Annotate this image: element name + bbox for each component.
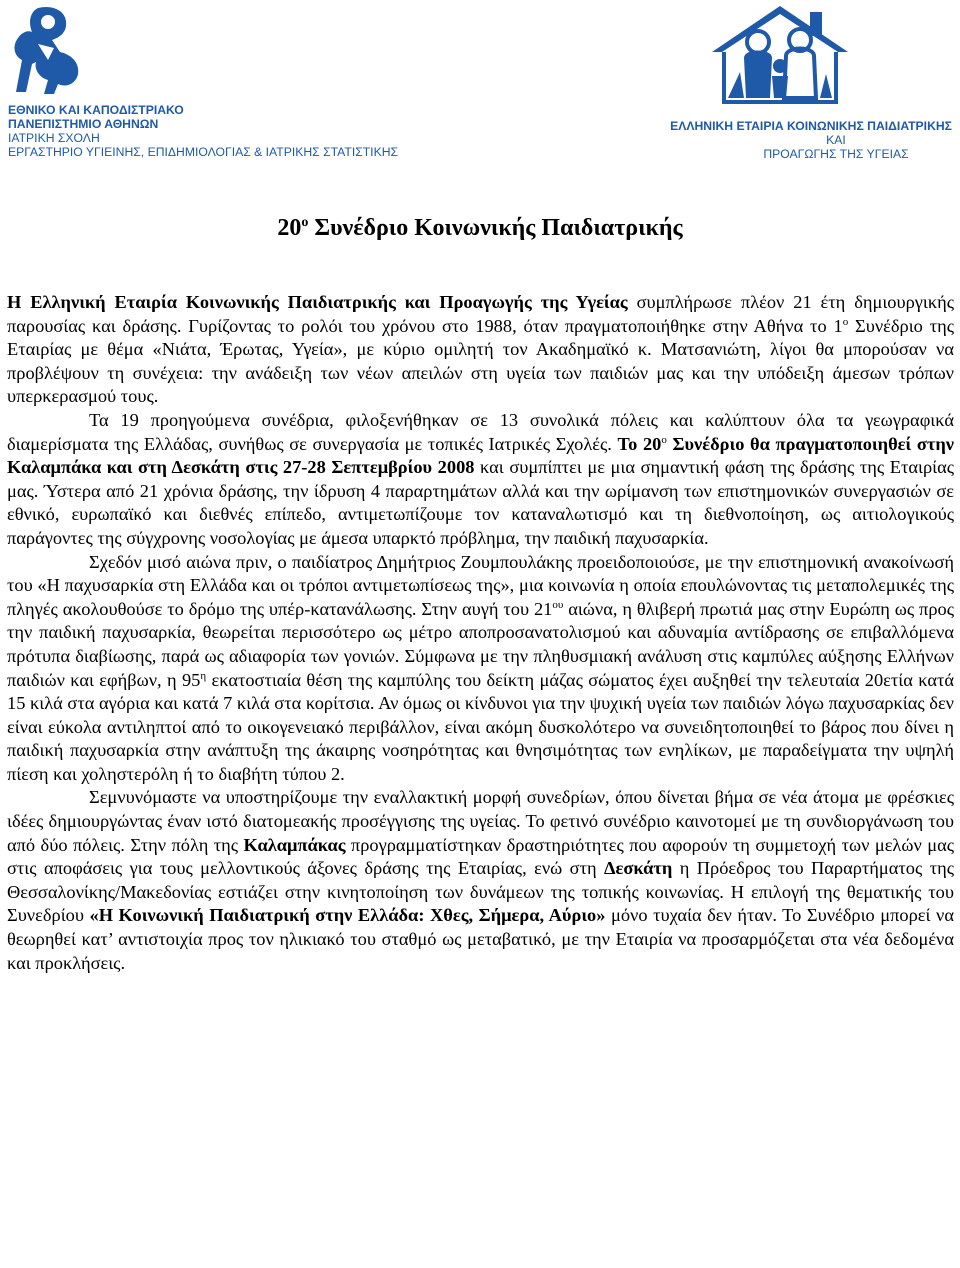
p2-text-1: Τα 19 προηγούμενα συνέδρια, φιλοξενήθηκαν σε 13 συνολικά πόλεις και καλύπτουν όλα τα γεωγραφικά διαμερίσματα της Ελλάδας, συνήθως σε συνεργασία με τοπικές Ιατρικές Σχολές.: [7, 409, 954, 454]
p1-text-1: συμπλήρωσε πλέον 21 έτη δημιουργικής παρουσίας και δράσης. Γυρίζοντας το ρολόι του χρόνου στο 1988, όταν πραγματοποιήθηκε στην Αθήνα το 1: [7, 292, 955, 336]
society-line-1: ΕΛΛΗΝΙΚΗ ΕΤΑΙΡΙΑ ΚΟΙΝΩΝΙΚΗΣ ΠΑΙΔΙΑΤΡΙΚΗΣ: [670, 119, 952, 133]
p4-text-3: η Πρόεδρος του Παραρτήματος της Θεσσαλονίκης/Μακεδονίας εστιάζει στην κινητοποίηση των δυνάμεων της τοπικής κοινωνίας. Η επιλογή της θεματικής του Συνεδρίου: [7, 858, 955, 926]
page-title: [0, 208, 960, 243]
p3-text-3: εκατοστιαία θέση της καμπύλης του δείκτη μάζας σώματος έχει αυξηθεί την τελευταία 20ετία κατά 15 κιλά στα αγόρια και κατά 7 κιλά στα κορίτσια. Αν όμως οι κίνδυνοι για την ψυχική υγεία των παιδιών λόγω παχυσαρκίας δεν είναι εύκολα αντιληπτοί από το οικογενειακό περιβάλλον, είναι ακόμη δυσκολότερο να συνειδητοποιηθεί το βάρος που δίνει η παιδική παχυσαρκία στην ανάπτυξη της άκαιρης νοσηρότητας και θνησιμότητας των ενηλίκων, με παραδείγματα την υψηλή πίεση και χοληστερόλη ή το διαβήτη τύπου 2.: [7, 669, 954, 784]
paragraph-3: [7, 551, 954, 787]
university-header: [8, 103, 478, 159]
society-header: [600, 119, 952, 161]
p3-sup-2: η: [200, 669, 207, 682]
p4-bold-3: «Η Κοινωνική Παιδιατρική στην Ελλάδα: Χθες, Σήμερα, Αύριο»: [89, 905, 606, 926]
university-line-1: ΕΘΝΙΚΟ ΚΑΙ ΚΑΠΟΔΙΣΤΡΙΑΚΟ: [8, 103, 184, 117]
university-logo: [8, 4, 88, 96]
p2-bold-2: Συνέδριο θα πραγματοποιηθεί στην Καλαμπάκα και στη Δεσκάτη στις 27-28 Σεπτεμβρίου 2008: [7, 433, 955, 478]
p4-bold-2: Δεσκάτη: [604, 858, 673, 879]
p1-bold: Η Ελληνική Εταιρία Κοινωνικής Παιδιατρικής και Προαγωγής της Υγείας: [7, 292, 628, 312]
paragraph-4: [7, 786, 954, 975]
society-line-2: ΚΑΙ: [826, 133, 846, 147]
paragraph-2: [7, 409, 954, 551]
university-line-3: ΙΑΤΡΙΚΗ ΣΧΟΛΗ: [8, 131, 100, 145]
paragraph-1: [7, 291, 954, 409]
p4-text-1: Σεμνυνόμαστε να υποστηρίζουμε την εναλλακτική μορφή συνεδρίων, όπου δίνεται βήμα σε νέα άτομα με φρέσκιες ιδέες δημιουργώντας έναν ιστό διατομεακής προσέγγισης της υγείας. Το φετινό συνέδριο καινοτομεί με τη συνδιοργάνωση του από δύο πόλεις. Στην πόλη της: [7, 787, 954, 855]
university-line-4: ΕΡΓΑΣΤΗΡΙΟ ΥΓΙΕΙΝΗΣ, ΕΠΙΔΗΜΙΟΛΟΓΙΑΣ & ΙΑΤΡΙΚΗΣ ΣΤΑΤΙΣΤΙΚΗΣ: [8, 145, 399, 159]
title-number: 20: [277, 215, 302, 241]
p3-text-2: αιώνα, η θλιβερή πρωτιά μας στην Ευρώπη ως προς την παιδική παχυσαρκία, θεωρείται περισσότερο ως μέτρο αποπροσανατολισμού και αδυναμία αντίδρασης σε επιβαλλόμενα πρότυπα διαβίωσης, παρά ως αδιαφορία των γονιών. Σύμφωνα με την πληθυσμιακή ανάλυση στις καμπύλες αύξησης Ελλήνων παιδιών και εφήβων, η 95: [7, 598, 955, 690]
p1-text-2: Συνέδριο της Εταιρίας με θέμα «Νιάτα, Έρωτας, Υγεία», με κύριο ομιλητή τον Ακαδημαϊκό κ. Ματσανιώτη, λίγοι θα μπορούσαν να προβλέψουν τη συνέχεια: την ανάδειξη των νέων απειλών στη υγεία των παιδιών μας και την υπόδειξη άμεσων τρόπων υπερκερασμού τους.: [7, 315, 954, 407]
society-line-3: ΠΡΟΑΓΩΓΗΣ ΤΗΣ ΥΓΕΙΑΣ: [763, 147, 909, 161]
university-line-2: ΠΑΝΕΠΙΣΤΗΜΙΟ ΑΘΗΝΩΝ: [8, 117, 159, 131]
title-sup: ο: [301, 215, 309, 230]
p3-text-1: Σχεδόν μισό αιώνα πριν, ο παιδίατρος Δημήτριος Ζουμπουλάκης προειδοποιούσε, με την επιστημονική ανακοίνωσή του «Η παχυσαρκία στη Ελλάδα και οι τρόποι αντιμετωπίσεως της», μια κοινωνία η οποία επουλώνοντας τις μεταπολεμικές της πληγές ακολουθούσε το δρόμο της υπέρ-κατανάλωσης. Στην αυγή του 21: [7, 551, 954, 619]
p3-sup-1: ου: [552, 598, 564, 611]
title-text: Συνέδριο Κοινωνικής Παιδιατρικής: [308, 215, 683, 241]
article-body: [7, 291, 954, 975]
p1-sup: ο: [842, 315, 849, 328]
p2-bold-1: Το 20: [617, 433, 662, 454]
society-logo: [700, 2, 860, 105]
p4-text-4: μόνο τυχαία δεν ήταν. Το Συνέδριο μπορεί να θεωρηθεί κατ’ αντιστοιχία προς τον ηλικιακό του σταθμό ως μεταβατικό, με την Εταιρία να προσαρμόζεται στα νέα δεδομένα και προκλήσεις.: [7, 905, 954, 973]
p2-sup: ο: [661, 433, 667, 446]
p4-bold-1: Καλαμπάκας: [243, 834, 346, 855]
p2-text-2: και συμπίπτει με μια σημαντική φάση της δράσης της Εταιρίας μας. Ύστερα από 21 χρόνια δράσης, την ίδρυση 4 παραρτημάτων αλλά και την ωρίμανση των επιστημονικών συνεργασιών σε εθνικό, ευρωπαϊκό και διεθνές επίπεδο, αντιμετωπίζουμε τον καταναλωτισμό και τη διεθνοποίηση, ως αιτιολογικούς παράγοντες της σύγχρονης νοσολογίας με άμεσα υπαρκτό πρόβλημα, την παιδική παχυσαρκία.: [7, 457, 954, 548]
p4-text-2: προγραμματίστηκαν δραστηριότητες που αφορούν τη συμμετοχή των μελών μας στις αποφάσεις για τους μελλοντικούς άξονες δράσης της Εταιρίας, ενώ στη: [7, 834, 954, 879]
